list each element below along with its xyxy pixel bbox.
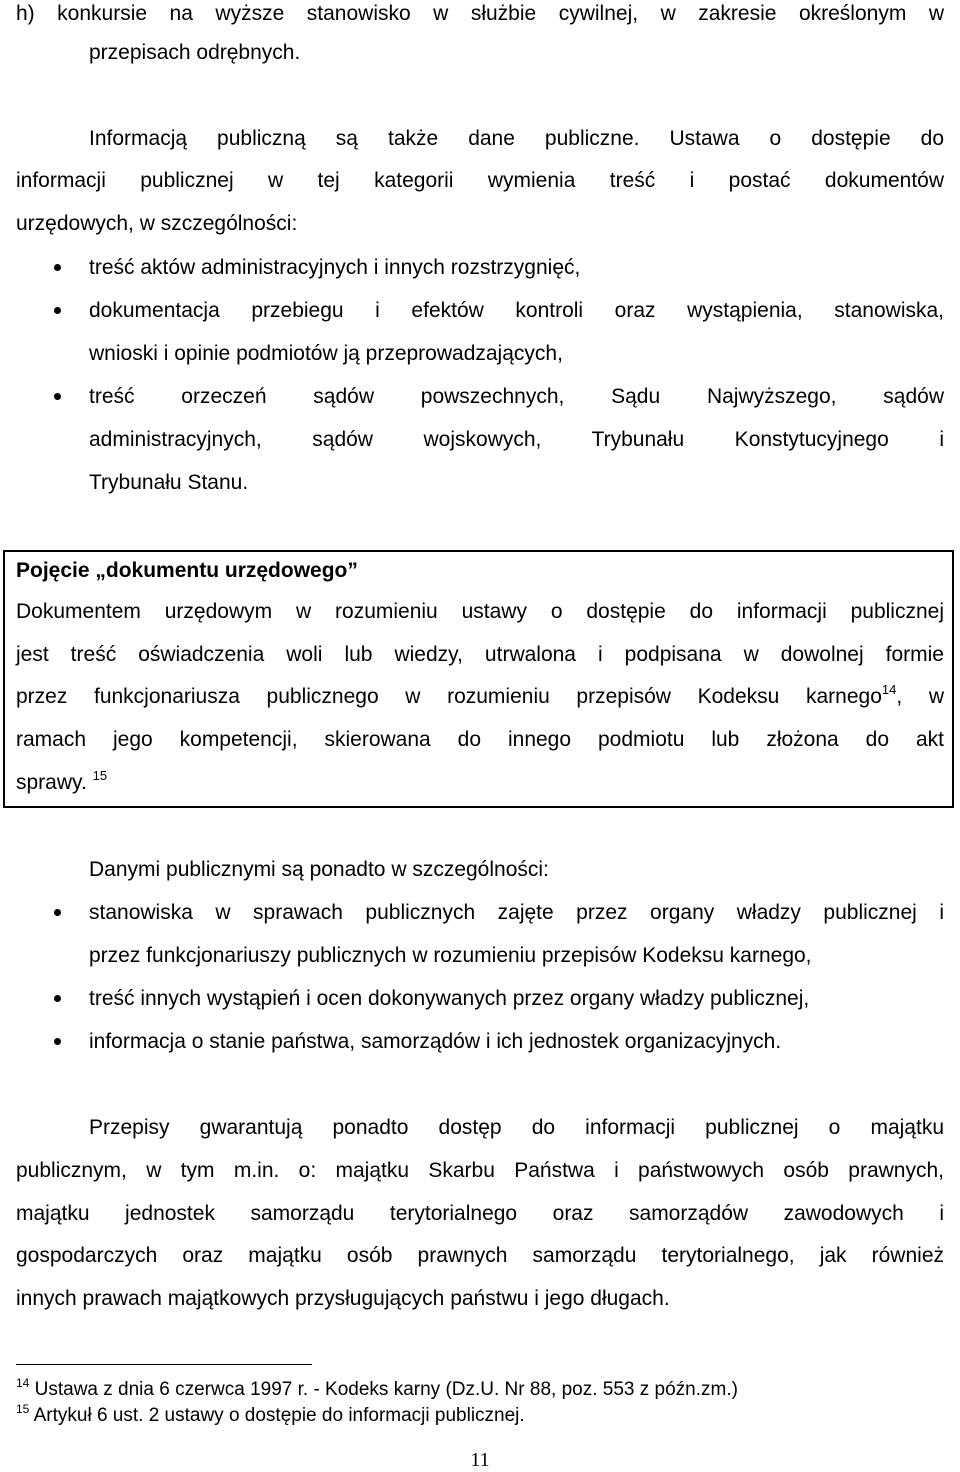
bullet-icon — [54, 995, 61, 1002]
section-h-line-2: przepisach odrębnych. — [89, 41, 301, 64]
para3-line-5: innych prawach majątkowych przysługujących państwu i jego długach. — [16, 1287, 670, 1310]
para2-item-1-line-2: przez funkcjonariuszy publicznych w rozumieniu przepisów Kodeksu karnego, — [89, 944, 812, 967]
footnote-text: Ustawa z dnia 6 czerwca 1997 r. - Kodeks karny (Dz.U. Nr 88, poz. 553 z późn.zm.) — [34, 1379, 738, 1400]
footnote-14 — [16, 1378, 738, 1402]
para1-line-2: informacji publicznej w tej kategorii wymienia treść i postać dokumentów — [16, 169, 944, 192]
definition-heading: Pojęcie „dokumentu urzędowego” — [16, 559, 358, 582]
bullet-icon — [54, 307, 61, 314]
para3-line-4: gospodarczych oraz majątku osób prawnych samorządu terytorialnego, jak również — [16, 1244, 944, 1267]
footnote-number: 14 — [16, 1376, 30, 1390]
definition-line-4: ramach jego kompetencji, skierowana do innego podmiotu lub złożona do akt — [16, 728, 944, 751]
definition-line-1: Dokumentem urzędowym w rozumieniu ustawy o dostępie do informacji publicznej — [16, 600, 944, 623]
footnote-15 — [16, 1404, 525, 1428]
para2-item-2: treść innych wystąpień i ocen dokonywanych przez organy władzy publicznej, — [89, 987, 810, 1010]
bullet-icon — [54, 909, 61, 916]
footnote-ref-14: 14 — [881, 682, 897, 697]
para1-line-1: Informacją publiczną są także dane publiczne. Ustawa o dostępie do — [89, 127, 944, 150]
footnote-separator — [16, 1364, 312, 1365]
footnote-ref-15: 15 — [92, 768, 108, 783]
para3-line-1: Przepisy gwarantują ponadto dostęp do informacji publicznej o majątku — [89, 1116, 944, 1139]
bullet-icon — [54, 393, 61, 400]
list1-item-3-line-2: administracyjnych, sądów wojskowych, Trybunału Konstytucyjnego i — [89, 428, 944, 451]
definition-line-3-tail: , w — [896, 685, 944, 708]
list1-item-2-line-1: dokumentacja przebiegu i efektów kontroli oraz wystąpienia, stanowiska, — [89, 299, 944, 322]
page-number: 11 — [470, 1449, 490, 1471]
para1-line-3: urzędowych, w szczególności: — [16, 212, 298, 235]
para3-line-3: majątku jednostek samorządu terytorialnego oraz samorządów zawodowych i — [16, 1202, 944, 1225]
list1-item-3-line-3: Trybunału Stanu. — [89, 471, 249, 494]
footnote-number: 15 — [16, 1402, 30, 1416]
para2-intro: Danymi publicznymi są ponadto w szczególności: — [89, 858, 549, 881]
list1-item-1: treść aktów administracyjnych i innych rozstrzygnięć, — [89, 256, 581, 279]
para2-item-3: informacja o stanie państwa, samorządów i ich jednostek organizacyjnych. — [89, 1030, 782, 1053]
bullet-icon — [54, 1038, 61, 1045]
definition-line-5 — [16, 769, 107, 797]
para2-item-1-line-1: stanowiska w sprawach publicznych zajęte przez organy władzy publicznej i — [89, 901, 944, 924]
footnote-text: Artykuł 6 ust. 2 ustawy o dostępie do informacji publicznej. — [33, 1405, 525, 1426]
definition-line-3-text: przez funkcjonariusza publicznego w rozumieniu przepisów Kodeksu karnego — [16, 685, 882, 708]
definition-line-3 — [16, 683, 944, 711]
list1-item-2-line-2: wnioski i opinie podmiotów ją przeprowadzających, — [89, 342, 563, 365]
definition-line-5-text: sprawy. — [16, 771, 87, 794]
para3-line-2: publicznym, w tym m.in. o: majątku Skarbu Państwa i państwowych osób prawnych, — [16, 1159, 944, 1182]
definition-line-2: jest treść oświadczenia woli lub wiedzy, utrwalona i podpisana w dowolnej formie — [16, 643, 944, 666]
section-h-line-1: h) konkursie na wyższe stanowisko w służbie cywilnej, w zakresie określonym w — [16, 2, 944, 25]
definition-box — [3, 550, 954, 808]
bullet-icon — [54, 264, 61, 271]
list1-item-3-line-1: treść orzeczeń sądów powszechnych, Sądu Najwyższego, sądów — [89, 385, 944, 408]
